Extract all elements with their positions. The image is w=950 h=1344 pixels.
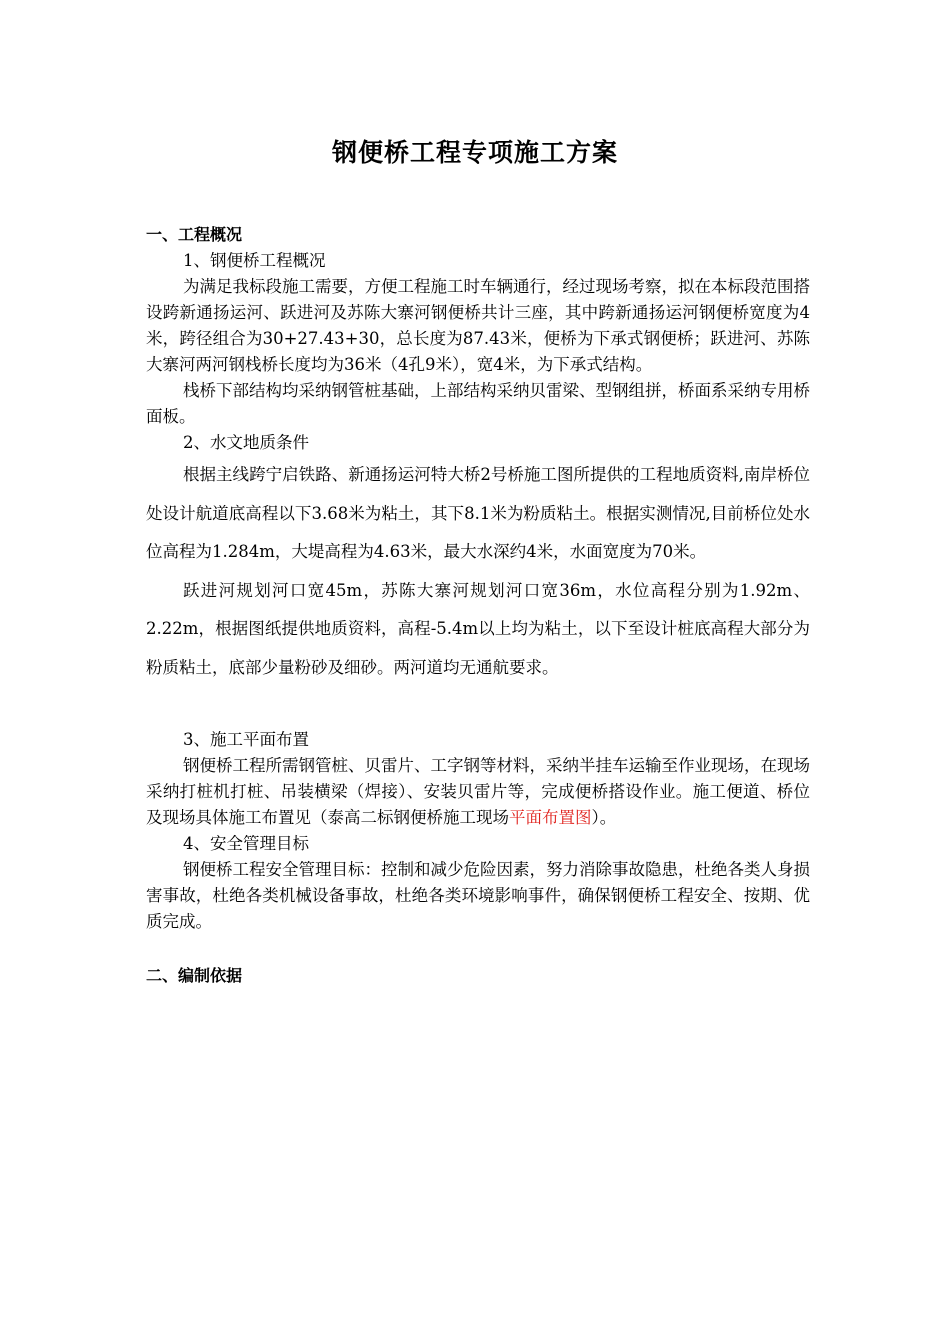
section-2-heading: 二、编制依据 (146, 966, 243, 985)
subsection-2-paragraph-2: 跃进河规划河口宽45m，苏陈大寨河规划河口宽36m，水位高程分别为1.92m、2.22m，根据图纸提供地质资料，高程-5.4m以上均为粘土，以下至设计桩底高程大部分为粉质粘土，底部少量粉砂及细砂。两河道均无通航要求。 (146, 580, 810, 677)
subsection-2-paragraph-1: 根据主线跨宁启铁路、新通扬运河特大桥2号桥施工图所提供的工程地质资料,南岸桥位处设计航道底高程以下3.68米为粘土，其下8.1米为粉质粘土。根据实测情况,目前桥位处水位高程为1.284m，大堤高程为4.63米，最大水深约4米，水面宽度为70米。 (146, 465, 810, 561)
subsection-3-heading: 3、施工平面布置 (183, 730, 309, 749)
subsection-1-paragraph-2: 栈桥下部结构均采纳钢管桩基础，上部结构采纳贝雷梁、型钢组拼，桥面系采纳专用桥面板。 (146, 381, 810, 426)
subsection-2-heading: 2、水文地质条件 (183, 433, 309, 452)
subsection-3-text: 钢便桥工程所需钢管桩、贝雷片、工字钢等材料，采纳半挂车运输至作业现场，在现场采纳打桩机打桩、吊装横梁（焊接）、安装贝雷片等，完成便桥搭设作业。施工便道、桥位及现场具体施工布置见（泰高二标钢便桥施工现场 (146, 756, 810, 827)
spacer (146, 687, 810, 727)
subsection-4-heading: 4、安全管理目标 (183, 834, 309, 853)
subsection-1-heading: 1、钢便桥工程概况 (183, 251, 326, 270)
subsection-3-text-end: ）。 (591, 808, 617, 827)
subsection-4-paragraph-1: 钢便桥工程安全管理目标：控制和减少危险因素，努力消除事故隐患，杜绝各类人身损害事故，杜绝各类机械设备事故，杜绝各类环境影响事件，确保钢便桥工程安全、按期、优质完成。 (146, 860, 810, 931)
section-1-heading: 一、工程概况 (146, 225, 243, 244)
document-title: 钢便桥工程专项施工方案 (331, 138, 618, 167)
document-body (146, 222, 810, 989)
subsection-3-paragraph-1 (146, 753, 810, 831)
layout-plan-link[interactable]: 平面布置图 (509, 808, 592, 827)
spacer (146, 935, 810, 963)
subsection-1-paragraph-1: 为满足我标段施工需要，方便工程施工时车辆通行，经过现场考察，拟在本标段范围搭设跨新通扬运河、跃进河及苏陈大寨河钢便桥共计三座，其中跨新通扬运河钢便桥宽度为4米，跨径组合为30+27.43+30，总长度为87.43米，便桥为下承式钢便桥；跃进河、苏陈大寨河两河钢栈桥长度均为36米（4孔9米），宽4米，为下承式结构。 (146, 277, 810, 374)
